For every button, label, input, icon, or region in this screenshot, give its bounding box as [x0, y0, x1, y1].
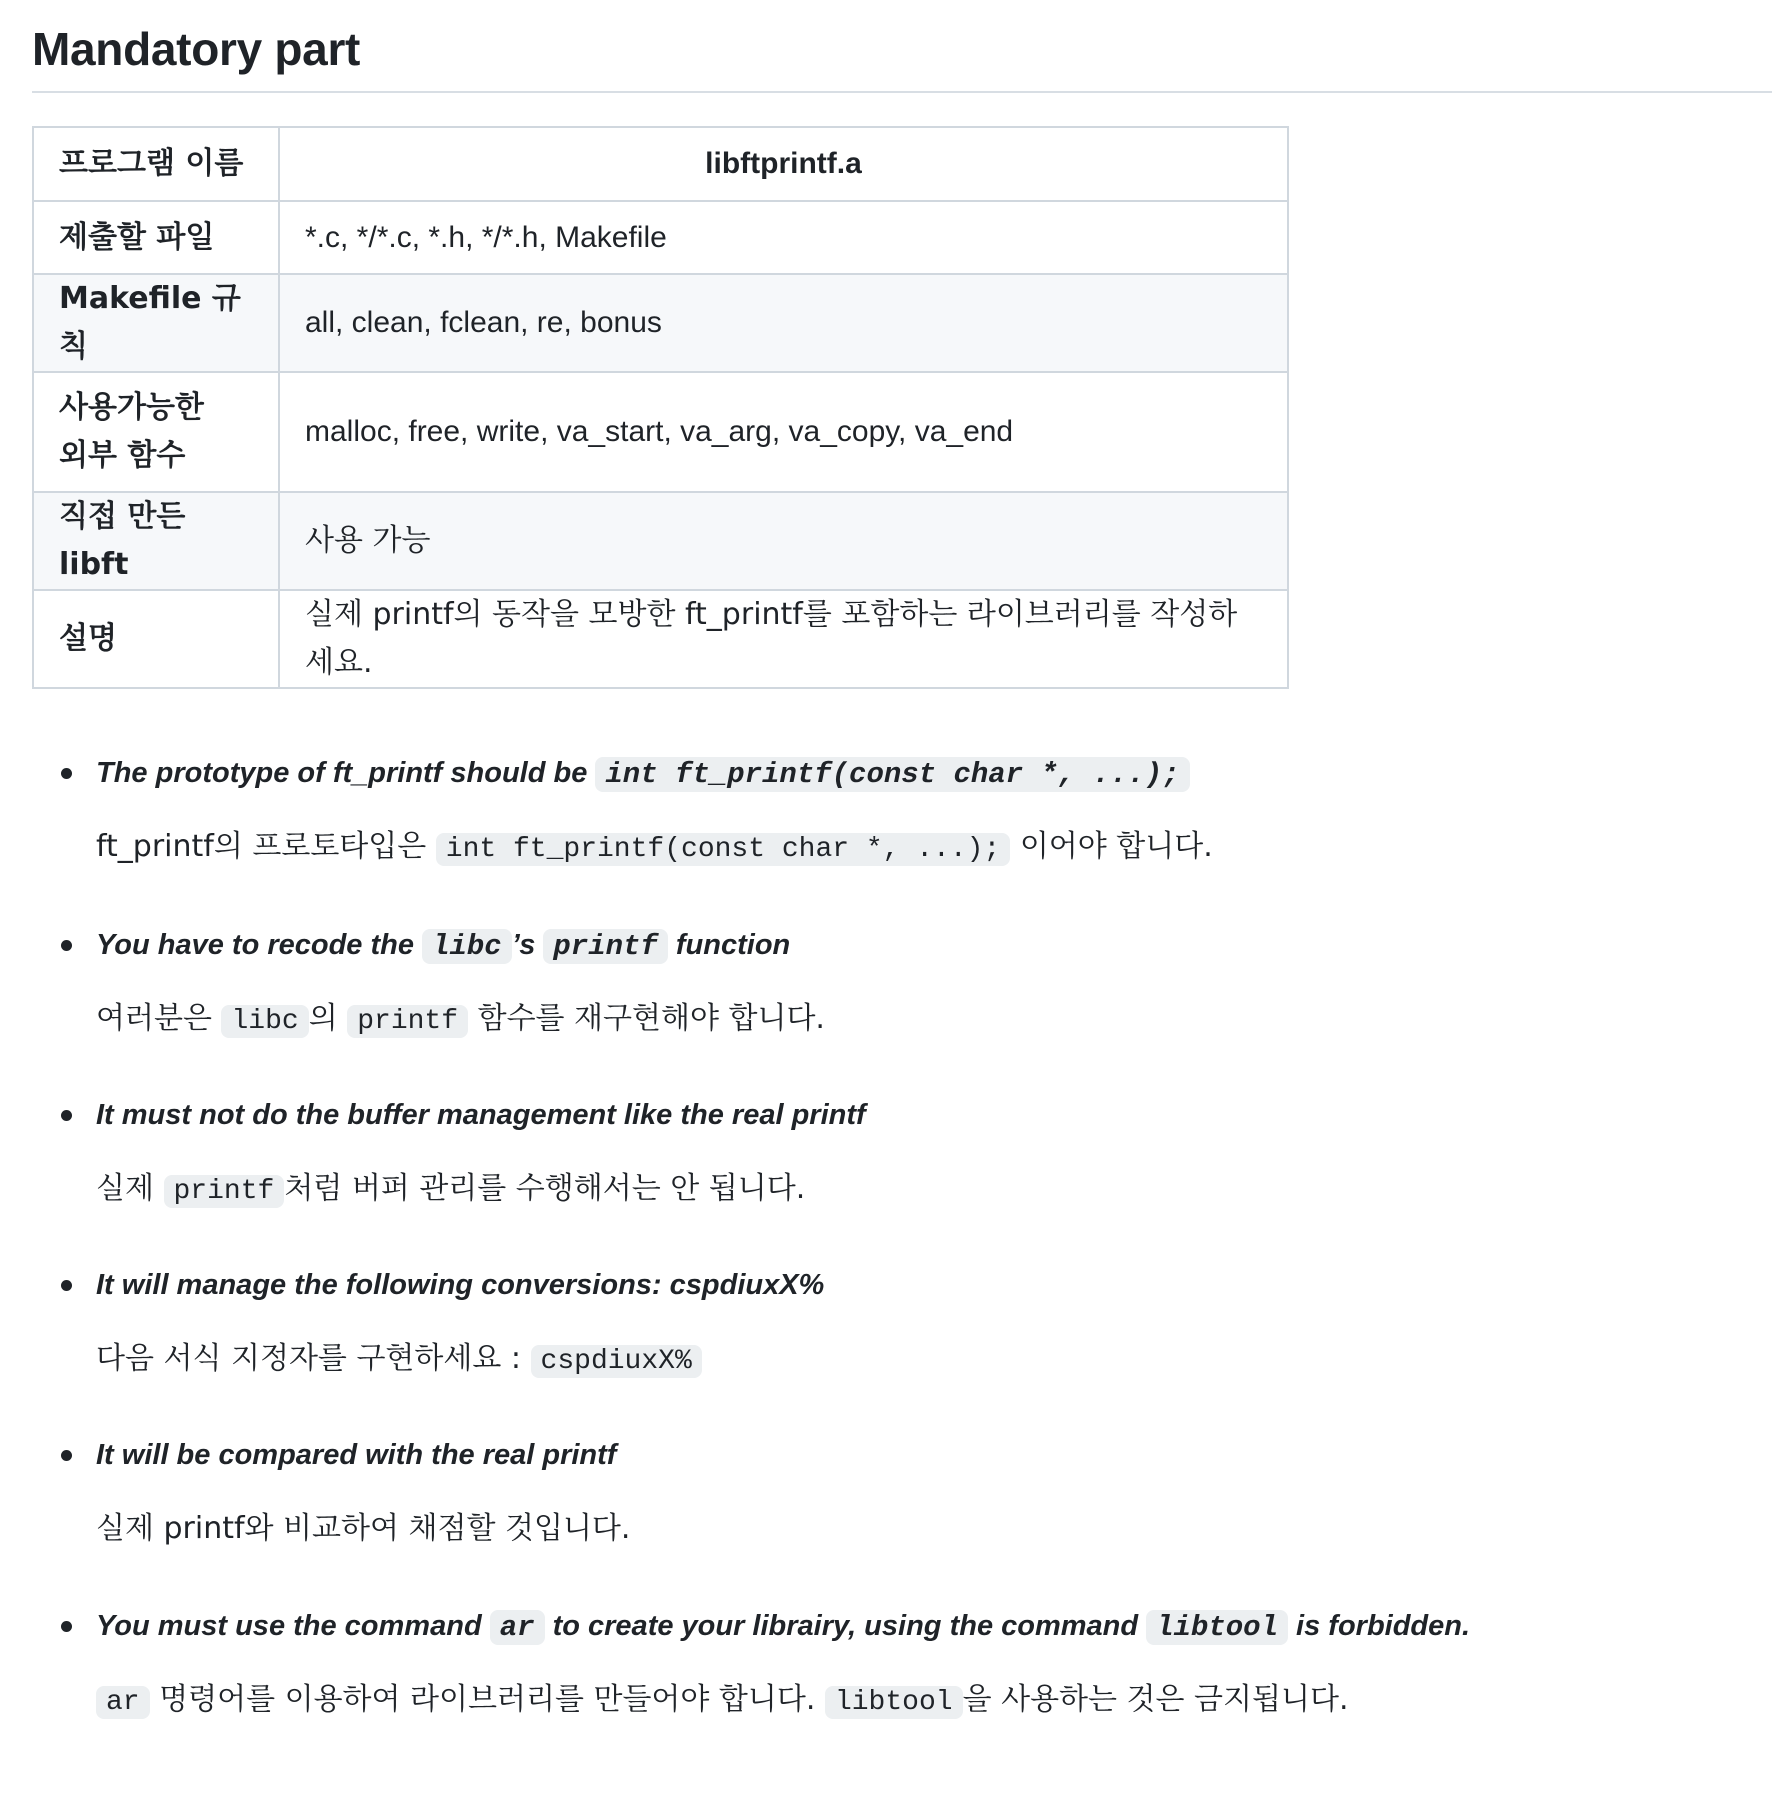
table-header-row	[33, 127, 1288, 201]
item-text: 이어야 합니다.	[1010, 829, 1213, 864]
row-value: all, clean, fclean, re, bonus	[279, 274, 1288, 372]
item-text: 처럼 버퍼 관리를 수행해서는 안 됩니다.	[284, 1171, 806, 1206]
table-header-value: libftprintf.a	[279, 127, 1288, 201]
bullet-icon	[61, 768, 72, 779]
table-row	[33, 590, 1288, 688]
bullet-icon	[61, 1110, 72, 1121]
item-text: The prototype of ft_printf should be	[96, 757, 596, 789]
bullet-icon	[61, 1280, 72, 1291]
inline-code: libtool	[825, 1686, 963, 1719]
inline-code: printf	[164, 1175, 285, 1208]
table-row	[33, 372, 1288, 492]
item-text: 다음 서식 지정자를 구현하세요 :	[96, 1341, 531, 1376]
item-text: 을 사용하는 것은 금지됩니다.	[962, 1682, 1349, 1717]
inline-code: libc	[422, 929, 512, 964]
spec-table	[32, 126, 1289, 689]
row-key: 제출할 파일	[33, 201, 279, 274]
inline-code: printf	[543, 929, 667, 964]
item-text: 의	[308, 1001, 348, 1036]
item-english	[96, 753, 1190, 795]
bullet-icon	[61, 940, 72, 951]
row-key: 직접 만든 libft	[33, 492, 279, 590]
inline-code: ar	[96, 1686, 150, 1719]
row-key-line2: 외부 함수	[59, 438, 186, 473]
item-korean	[96, 1680, 1348, 1723]
item-korean	[96, 1509, 630, 1549]
item-text: It must not do the buffer management like the real printf	[96, 1099, 866, 1131]
inline-code: int ft_printf(const char *, ...);	[595, 757, 1189, 792]
item-text: 함수를 재구현해야 합니다.	[468, 1001, 825, 1036]
row-value: 사용 가능	[279, 492, 1288, 590]
row-key: 설명	[33, 590, 279, 688]
item-text: is forbidden.	[1287, 1610, 1471, 1642]
item-english	[96, 925, 790, 967]
section-heading: Mandatory part	[32, 23, 361, 75]
item-korean	[96, 1169, 805, 1212]
item-text: You have to recode the	[96, 929, 423, 961]
item-text: to create your librairy, using the command	[544, 1610, 1147, 1642]
item-english	[96, 1095, 866, 1135]
row-value: malloc, free, write, va_start, va_arg, va_copy, va_end	[279, 372, 1288, 492]
row-key: Makefile 규칙	[33, 274, 279, 372]
row-value: *.c, */*.c, *.h, */*.h, Makefile	[279, 201, 1288, 274]
item-text: It will manage the following conversions: cspdiuxX%	[96, 1269, 825, 1301]
item-english	[96, 1435, 616, 1475]
item-text: ’s	[511, 929, 544, 961]
bullet-icon	[61, 1450, 72, 1461]
inline-code: printf	[347, 1005, 468, 1038]
heading-divider	[32, 91, 1772, 93]
item-text: You must use the command	[96, 1610, 490, 1642]
item-english	[96, 1606, 1470, 1648]
table-header-key: 프로그램 이름	[33, 127, 279, 201]
item-korean	[96, 1339, 702, 1382]
item-text: 실제	[96, 1171, 164, 1206]
item-korean	[96, 827, 1213, 870]
item-text: It will be compared with the real printf	[96, 1439, 617, 1471]
table-row	[33, 492, 1288, 590]
item-text: 여러분은	[96, 1001, 222, 1036]
item-text: ft_printf의 프로토타입은	[96, 829, 436, 864]
item-korean	[96, 999, 825, 1042]
row-value: 실제 printf의 동작을 모방한 ft_printf를 포함하는 라이브러리를 작성하세요.	[279, 590, 1288, 688]
inline-code: ar	[490, 1610, 545, 1645]
table-row	[33, 201, 1288, 274]
row-key	[33, 372, 279, 492]
inline-code: libc	[221, 1005, 308, 1038]
item-text: function	[667, 929, 791, 961]
bullet-icon	[61, 1621, 72, 1632]
item-text: 명령어를 이용하여 라이브러리를 만들어야 합니다.	[149, 1682, 825, 1717]
inline-code: int ft_printf(const char *, ...);	[436, 833, 1011, 866]
item-english	[96, 1265, 824, 1305]
inline-code: libtool	[1146, 1610, 1288, 1645]
item-text: 실제 printf와 비교하여 채점할 것입니다.	[96, 1511, 631, 1546]
inline-code: cspdiuxX%	[531, 1345, 702, 1378]
row-key-line1: 사용가능한	[59, 390, 204, 425]
table-row	[33, 274, 1288, 372]
